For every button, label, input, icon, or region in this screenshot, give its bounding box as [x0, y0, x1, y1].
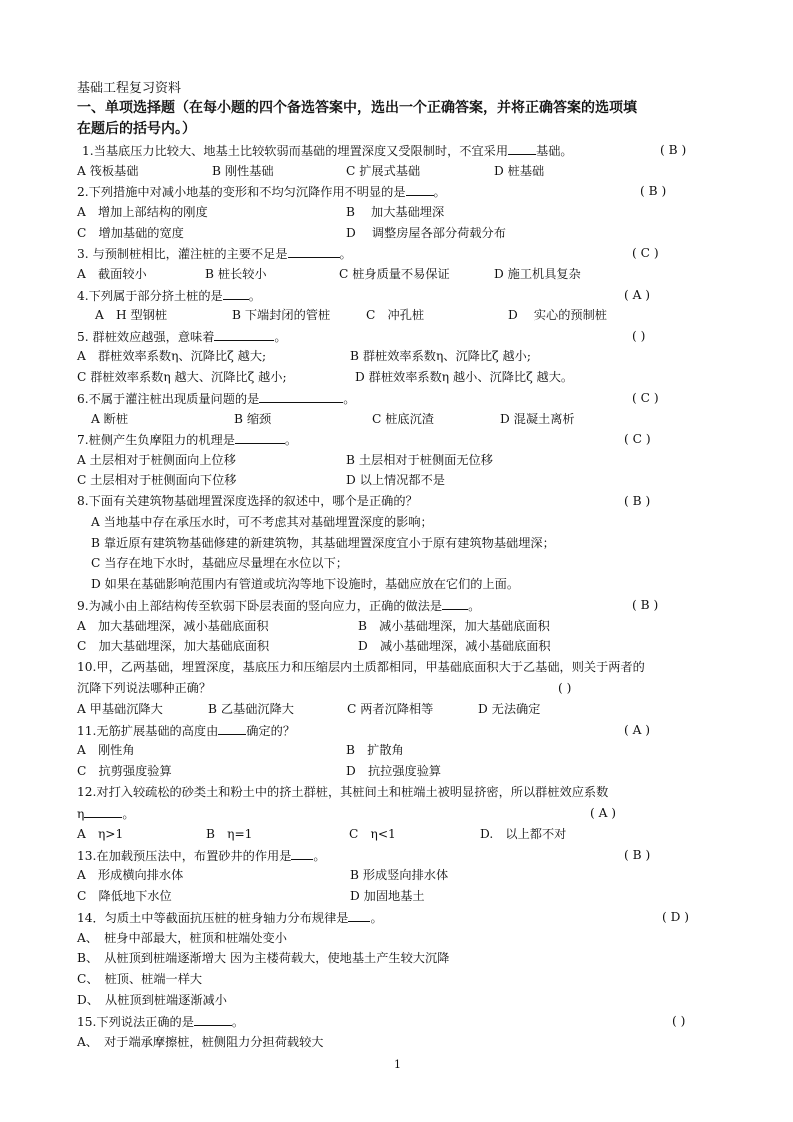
answer-blank	[508, 142, 536, 155]
option: C 桩身质量不易保证	[339, 267, 450, 281]
option: C 桩底沉渣	[372, 412, 434, 426]
option: B 群桩效率系数η、沉降比ζ 越小;	[350, 349, 531, 363]
option: D 以上情况都不是	[346, 473, 445, 487]
question-text: 。	[248, 289, 261, 303]
question-text: 14．匀质土中等截面抗压桩的桩身轴力分布规律是	[77, 911, 349, 925]
question-text: 。	[433, 185, 446, 199]
question-3-answer: ( C )	[632, 246, 659, 260]
answer-blank	[84, 805, 122, 818]
question-15-stem	[77, 1013, 244, 1030]
option: C 扩展式基础	[346, 164, 421, 178]
question-text: 1.当基底压力比较大、地基土比较软弱而基础的埋置深度又受限制时，不宜采用	[82, 144, 509, 158]
option: A 形成横向排水体	[77, 868, 184, 882]
option: A 加大基础埋深，减小基础底面积	[77, 619, 269, 633]
option: C、 桩顶、桩端一样大	[77, 972, 203, 986]
question-13-answer: ( B )	[624, 848, 651, 862]
question-12-answer: ( A )	[590, 806, 617, 820]
question-text: 。	[122, 807, 135, 821]
option: B 土层相对于桩侧面无位移	[346, 453, 493, 467]
answer-blank	[259, 390, 343, 403]
option: A、 桩身中部最大，桩顶和桩端处变小	[77, 931, 287, 945]
question-12-stem-cont	[77, 805, 135, 822]
option: B 减小基础埋深，加大基础底面积	[358, 619, 550, 633]
question-10-answer: ( )	[558, 681, 572, 695]
question-6-stem	[77, 390, 355, 407]
option: C 增加基础的宽度	[77, 226, 184, 240]
answer-blank	[218, 722, 246, 735]
option: A 甲基础沉降大	[77, 702, 163, 716]
option: D 桩基础	[494, 164, 545, 178]
answer-blank	[288, 245, 340, 258]
option: D 群桩效率系数η 越小、沉降比ζ 越大。	[355, 370, 574, 384]
option: B 缩颈	[234, 412, 272, 426]
option: C 当存在地下水时，基础应尽量埋在水位以下；	[91, 556, 348, 570]
question-4-answer: ( A )	[624, 288, 651, 302]
section-heading-line1: 一、单项选择题（在每小题的四个备选答案中，选出一个正确答案，并将正确答案的选项填	[77, 100, 637, 116]
question-text: 确定的？	[246, 724, 296, 738]
question-1-stem	[82, 142, 573, 159]
question-2-answer: ( B )	[640, 184, 667, 198]
question-text: 。	[284, 433, 298, 447]
question-7-stem	[77, 431, 297, 448]
option: C 冲孔桩	[366, 308, 425, 322]
question-15-answer: ( )	[672, 1014, 686, 1028]
option: A H 型钢桩	[95, 308, 168, 322]
question-10-stem-cont: 沉降下列说法哪种正确？	[77, 681, 212, 695]
question-text: 。	[370, 911, 383, 925]
option: D 减小基础埋深，减小基础底面积	[358, 639, 551, 653]
question-4-stem	[77, 287, 261, 304]
option: A 增加上部结构的刚度	[77, 205, 208, 219]
option: D 抗拉强度验算	[346, 764, 442, 778]
option: A、 对于端承摩擦桩，桩侧阻力分担荷载较大	[77, 1035, 324, 1049]
question-12-stem: 12.对打入较疏松的砂类土和粉土中的挤土群桩，其桩间土和桩端土被明显挤密，所以群桩效应系数	[77, 785, 609, 799]
question-text: 15.下列说法正确的是	[77, 1015, 194, 1029]
option: A 断桩	[91, 412, 129, 426]
answer-blank	[223, 287, 249, 300]
question-text: 6.不属于灌注桩出现质量问题的是	[77, 392, 260, 406]
option: B 扩散角	[346, 743, 404, 757]
question-text: 7.桩侧产生负摩阻力的机理是	[77, 433, 235, 447]
question-10-stem: 10.甲，乙两基础，埋置深度，基底压力和压缩层内土质都相同，甲基础底面积大于乙基础，则关于两者的	[77, 660, 645, 674]
question-8-stem: 8.下面有关建筑物基础埋置深度选择的叙述中，哪个是正确的？	[77, 494, 418, 508]
question-5-stem	[77, 328, 287, 345]
answer-blank	[194, 1013, 232, 1026]
answer-blank	[291, 847, 313, 860]
option: B、 从桩顶到桩端逐渐增大 因为主楼荷载大，使地基土产生较大沉降	[77, 951, 450, 965]
option: D 加固地基土	[350, 889, 425, 903]
question-9-answer: ( B )	[632, 598, 659, 612]
question-text: 。	[339, 247, 352, 261]
option: C η<1	[349, 827, 396, 841]
question-text: 3. 与预制桩相比，灌注桩的主要不足是	[77, 247, 288, 261]
section-heading-line2: 在题后的括号内。）	[77, 121, 196, 137]
question-text: 基础。	[536, 144, 573, 158]
answer-blank	[214, 328, 274, 341]
question-3-stem	[77, 245, 352, 262]
option: C 土层相对于桩侧面向下位移	[77, 473, 237, 487]
option: A 当地基中存在承压水时，可不考虑其对基础埋置深度的影响；	[91, 515, 433, 529]
question-text: 。	[274, 330, 287, 344]
option: B 形成竖向排水体	[350, 868, 449, 882]
option: A η>1	[77, 827, 124, 841]
option: C 两者沉降相等	[347, 702, 434, 716]
question-1-answer: ( B )	[660, 143, 687, 157]
option: B 靠近原有建筑物基础修建的新建筑物，其基础埋置深度宜小于原有建筑物基础埋深；	[91, 536, 555, 550]
option: D 调整房屋各部分荷载分布	[346, 226, 506, 240]
question-text: 4.下列属于部分挤土桩的是	[77, 289, 223, 303]
answer-blank	[348, 909, 370, 922]
option: B 刚性基础	[212, 164, 274, 178]
option: B 桩长较小	[205, 267, 267, 281]
question-11-stem	[77, 722, 295, 739]
question-13-stem	[77, 847, 326, 864]
question-text: 13.在加载预压法中，布置砂井的作用是	[77, 849, 292, 863]
question-6-answer: ( C )	[632, 391, 659, 405]
option: D 无法确定	[478, 702, 541, 716]
option: A 群桩效率系数η、沉降比ζ 越大;	[77, 349, 267, 363]
question-2-stem	[77, 183, 446, 200]
question-8-answer: ( B )	[624, 494, 651, 508]
option: C 抗剪强度验算	[77, 764, 172, 778]
option: C 降低地下水位	[77, 889, 172, 903]
question-text: 11.无筋扩展基础的高度由	[77, 724, 219, 738]
question-text: 。	[313, 849, 326, 863]
question-text: 。	[231, 1015, 245, 1029]
answer-blank	[235, 431, 285, 444]
option: D 施工机具复杂	[494, 267, 581, 281]
question-text: η	[77, 807, 85, 821]
option: A 刚性角	[77, 743, 135, 757]
question-14-stem	[77, 909, 383, 926]
question-11-answer: ( A )	[624, 723, 651, 737]
option: A 土层相对于桩侧面向上位移	[77, 453, 236, 467]
question-7-answer: ( C )	[624, 432, 651, 446]
question-text: 2.下列措施中对减小地基的变形和不均匀沉降作用不明显的是	[77, 185, 406, 199]
option: B 加大基础埋深	[346, 205, 445, 219]
option: A 截面较小	[77, 267, 147, 281]
option: D、 从桩顶到桩端逐渐减小	[77, 993, 227, 1007]
answer-blank	[442, 597, 468, 610]
option: D 如果在基础影响范围内有管道或坑沟等地下设施时，基础应放在它们的上面。	[91, 577, 520, 591]
option: C 群桩效率系数η 越大、沉降比ζ 越小;	[77, 370, 287, 384]
question-text: 。	[343, 392, 356, 406]
option: B 下端封闭的管桩	[232, 308, 331, 322]
page-number: 1	[394, 1058, 401, 1071]
option: C 加大基础埋深，加大基础底面积	[77, 639, 270, 653]
question-5-answer: ( )	[632, 329, 646, 343]
option: D 混凝土离析	[500, 412, 575, 426]
option: B 乙基础沉降大	[208, 702, 294, 716]
question-text: 。	[468, 599, 481, 613]
option: D. 以上都不对	[480, 827, 567, 841]
answer-blank	[406, 183, 434, 196]
question-9-stem	[77, 597, 480, 614]
question-text: 9.为减小由上部结构传至软弱下卧层表面的竖向应力，正确的做法是	[77, 599, 443, 613]
question-14-answer: ( D )	[662, 910, 690, 924]
option: D 实心的预制桩	[508, 308, 607, 322]
page-title: 基础工程复习资料	[77, 81, 182, 96]
question-text: 5. 群桩效应越强，意味着	[77, 330, 215, 344]
option: A 筏板基础	[77, 164, 139, 178]
option: B η=1	[206, 827, 253, 841]
